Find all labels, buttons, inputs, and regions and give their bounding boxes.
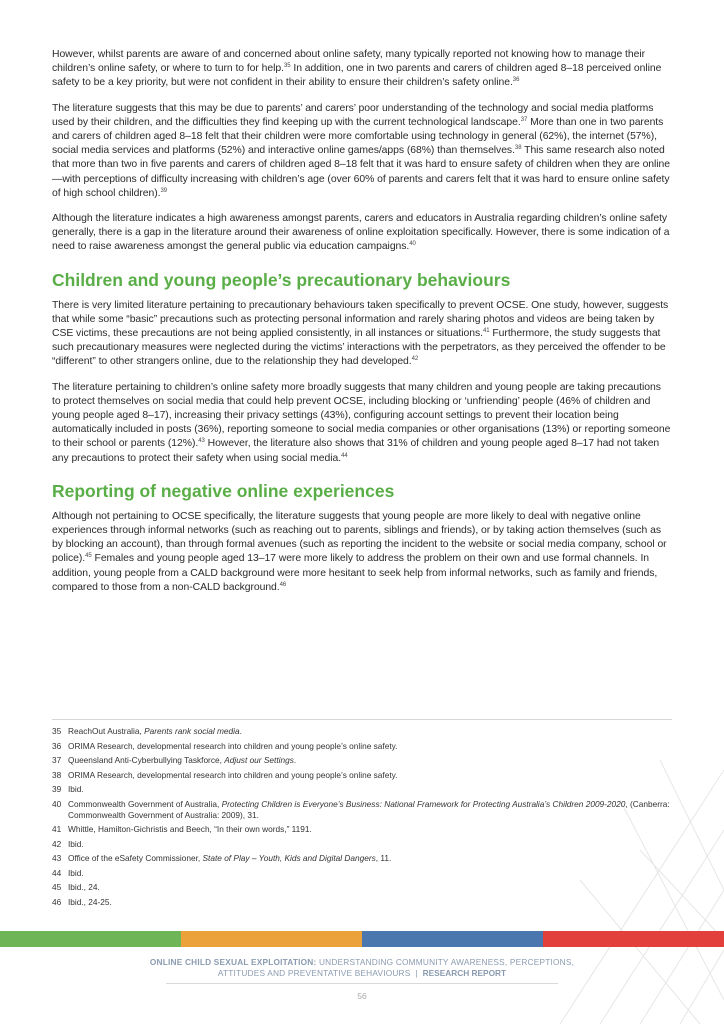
- footnote-ref[interactable]: 41: [482, 328, 490, 335]
- paragraph-parent-awareness: However, whilst parents are aware of and concerned about online safety, many typically reported not knowing how to manage their children’s online safety, or where to turn to for help.$^{35}$ In addition, one in two parents and carers of children aged 8–18 perceived online safety to be a key priority, but were not confident in their ability to ensure their children’s safety online.$^{36}$: [52, 49, 662, 89]
- footnote-item: [52, 897, 682, 908]
- footnote-text: ORIMA Research, developmental research into children and young people’s online safety.: [68, 769, 398, 780]
- footnote-ref[interactable]: 40: [409, 241, 416, 248]
- section-heading-reporting: Reporting of negative online experiences: [52, 480, 395, 501]
- footnote-ref[interactable]: 45: [85, 553, 92, 560]
- footnote-number: 43: [52, 853, 62, 863]
- footnote-item: [52, 770, 682, 781]
- footnote-number: 46: [52, 896, 62, 907]
- footnote-text: Whittle, Hamilton-Gichristis and Beech, “In their own words,” 1191.: [68, 824, 312, 834]
- footnote-item: [52, 755, 682, 766]
- footnote-item: [52, 853, 682, 864]
- paragraph-technology-understanding: The literature suggests that this may be due to parents’ and carers’ poor understanding of the technology and social media platforms used by their children, and the difficulties they find keeping up with the current technological landscape.$^{37}$ More than one in two parents and carers of children aged 8–18 felt that their children were more comfortable using technology in general (62%), the internet (57%), social media services and platforms (52%) and interactive online games/apps (68%) than themselves.$^{38}$ This same research also noted that more than two in five parents and carers of children aged 8–18 felt that it was hard to ensure safety of children when they are online—with perceptions of difficulty increasing with children’s age (over 60% of parents and carers felt that it was hard to ensure online safety of high school children).$^{39}$: [52, 102, 671, 199]
- footer-report-label: RESEARCH REPORT: [422, 968, 507, 978]
- footnote-text: Commonwealth Government of Australia, Protecting Children is Everyone’s Business: National Framework for Protecting Australia’s Children 2009-2020, (Canberra: Commonwealth Government of Australia: 2009), 31.: [68, 798, 670, 820]
- footnote-number: 44: [52, 867, 62, 878]
- running-footer: [0, 957, 724, 979]
- footnote-text: Office of the eSafety Commissioner, State of Play – Youth, Kids and Digital Dangers, 11.: [68, 853, 392, 863]
- footnote-ref[interactable]: 46: [279, 581, 287, 588]
- footnote-number: 35: [52, 726, 62, 736]
- footnote-item: [52, 726, 682, 737]
- footnote-ref[interactable]: 39: [160, 187, 168, 194]
- footnote-text: Ibid.: [68, 838, 84, 849]
- footnote-number: 37: [52, 755, 62, 765]
- footnote-text: Ibid., 24.: [68, 882, 100, 892]
- footnote-number: 39: [52, 784, 62, 794]
- color-band-green: [0, 931, 181, 947]
- footnote-number: 45: [52, 882, 62, 892]
- footnote-text: Queensland Anti-Cyberbullying Taskforce, Adjust our Settings.: [68, 755, 297, 765]
- footnote-item: [52, 882, 682, 893]
- footnote-text: Ibid.: [68, 867, 84, 878]
- footnotes-list: [52, 726, 682, 911]
- section-heading-precautionary-behaviours: Children and young people’s precautionary behaviours: [52, 269, 511, 290]
- footnote-item: [52, 741, 682, 752]
- footnote-ref[interactable]: 44: [341, 452, 348, 459]
- color-band-orange: [181, 931, 362, 947]
- footnote-number: 41: [52, 824, 62, 834]
- paragraph-online-safety-precautions: The literature pertaining to children’s online safety more broadly suggests that many children and young people are taking precautions to protect themselves on social media that could help prevent OCSE, including blocking or ‘unfriending’ people (46% of children and young people aged 8–17), increasing their privacy settings (43%), configuring account settings to prevent their location being automatically included in posts (36%), reporting someone to social media companies or other organisations (13%) or reporting someone to their school or parents (12%).$^{43}$ However, the literature also shows that 31% of children and young people aged 8–17 had not taken any precautions to protect their safety when using social media.$^{44}$: [52, 381, 671, 464]
- footnote-item: [52, 839, 682, 850]
- footnote-text: Ibid., 24-25.: [68, 896, 112, 907]
- footnote-divider: [52, 719, 672, 720]
- footer-title-rest: UNDERSTANDING COMMUNITY AWARENESS, PERCEPTIONS,: [316, 957, 575, 967]
- page-number: 56: [357, 991, 367, 1001]
- footnote-item: [52, 868, 682, 879]
- footnote-ref[interactable]: 38: [514, 145, 522, 152]
- color-band: [0, 931, 724, 947]
- footnote-number: 38: [52, 769, 62, 780]
- footnote-number: 40: [52, 798, 62, 809]
- footnote-text: ReachOut Australia, Parents rank social media.: [68, 726, 242, 736]
- footer-separator: |: [415, 968, 418, 978]
- paragraph-awareness-gap: Although the literature indicates a high awareness amongst parents, carers and educators in Australia regarding children’s online safety generally, there is a gap in the literature around their awareness of online exploitation specifically. However, there is some indication of a need to raise awareness amongst the general public via education campaigns.$^{40}$: [52, 213, 670, 253]
- footnote-ref[interactable]: 35: [283, 63, 291, 70]
- footnote-number: 42: [52, 838, 62, 849]
- footer-title-bold: ONLINE CHILD SEXUAL EXPLOITATION:: [149, 957, 317, 967]
- footnote-text: Ibid.: [68, 784, 84, 794]
- color-band-red: [543, 931, 724, 947]
- footer-title-line2: ATTITUDES AND PREVENTATIVE BEHAVIOURS: [217, 968, 411, 978]
- paragraph-informal-networks: Although not pertaining to OCSE specifically, the literature suggests that young people are more likely to deal with negative online experiences through informal networks (such as reaching out to parents, siblings and friends), or by taking action themselves (such as by blocking an account), than through formal avenues (such as reporting the incident to the website or social media company, school or police).$^{45}$ Females and young people aged 13–17 were more likely to address the problem on their own and use formal channels. In addition, young people from a CALD background were more hesitant to seek help from informal networks, such as family and friends, compared to those from a non-CALD background.$^{46}$: [52, 510, 667, 593]
- footnote-item: [52, 784, 682, 795]
- footnote-ref[interactable]: 43: [198, 438, 205, 445]
- footnote-text: ORIMA Research, developmental research into children and young people’s online safety.: [68, 740, 398, 751]
- footnote-ref[interactable]: 36: [512, 77, 520, 84]
- footnote-item: [52, 824, 682, 835]
- paragraph-limited-literature: There is very limited literature pertaining to precautionary behaviours taken specifically to prevent OCSE. One study, however, suggests that while some “basic” precautions such as protecting personal information and rarely sharing photos and videos are being taken by CSE victims, these precautions are not being applied consistently, in all instances or situations.$^{41}$ Furthermore, the study suggests that such precautionary measures were neglected during the victims’ interactions with the perpetrators, as they perceived the offender to be “different” to other strangers online, due to the relationship they had developed.$^{42}$: [52, 299, 669, 368]
- footnote-ref[interactable]: 37: [520, 116, 528, 123]
- footnote-ref[interactable]: 42: [411, 356, 419, 363]
- footnote-number: 36: [52, 740, 62, 751]
- footer-divider: [166, 983, 558, 984]
- main-content: [52, 48, 672, 606]
- color-band-blue: [362, 931, 543, 947]
- footnote-item: [52, 799, 682, 821]
